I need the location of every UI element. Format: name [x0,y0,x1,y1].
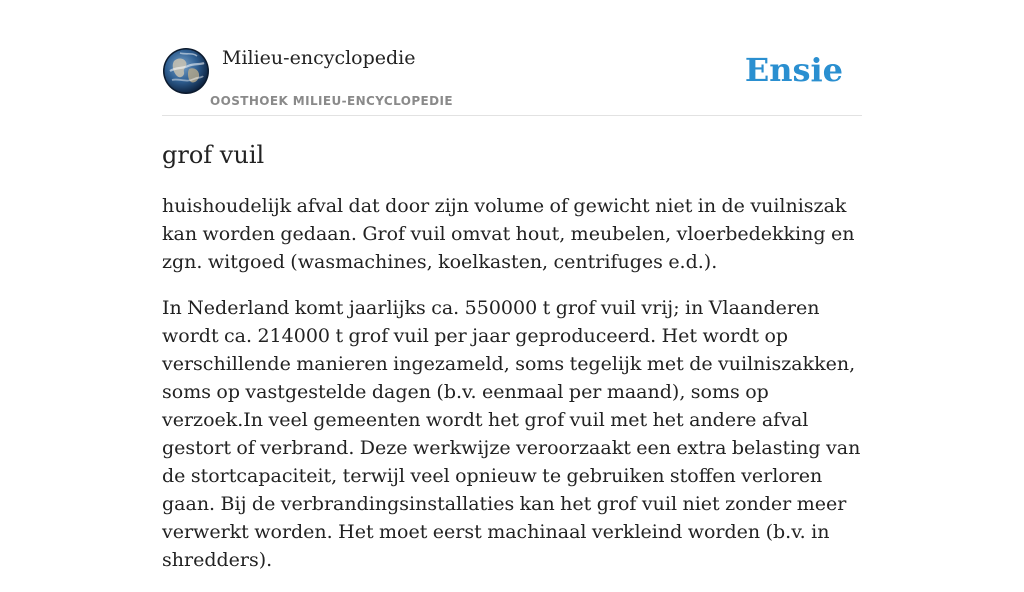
page [162,0,862,571]
globe-icon[interactable] [162,47,210,95]
article-body [162,192,862,592]
paragraph: huishoudelijk afval dat door zijn volume of gewicht niet in de vuilniszak kan worden gedaan. Grof vuil omvat hout, meubelen, vloerbedekking en zgn. witgoed (wasmachines, koelkasten, centrifuges e.d.). [162,195,855,273]
site-header [162,0,862,116]
page-title: grof vuil [162,141,265,169]
site-subtitle[interactable]: OOSTHOEK MILIEU-ENCYCLOPEDIE [210,94,453,108]
site-name[interactable]: Milieu-encyclopedie [222,47,416,69]
paragraph: In Nederland komt jaarlijks ca. 550000 t grof vuil vrij; in Vlaanderen wordt ca. 214000 t grof vuil per jaar geproduceerd. Het wordt op verschillende manieren ingezameld, soms tegelijk met de vuilniszakken, soms op vastgestelde dagen (b.v. eenmaal per maand), soms op verzoek.In veel gemeenten wordt het grof vuil met het andere afval gestort of verbrand. Deze werkwijze veroorzaakt een extra belasting van de stortcapaciteit, terwijl veel opnieuw te gebruiken stoffen verloren gaan. Bij de verbrandingsinstallaties kan het grof vuil niet zonder meer verwerkt worden. Het moet eerst machinaal verkleind worden (b.v. in shredders). [162,297,861,571]
brand-logo[interactable]: Ensie [744,51,843,89]
